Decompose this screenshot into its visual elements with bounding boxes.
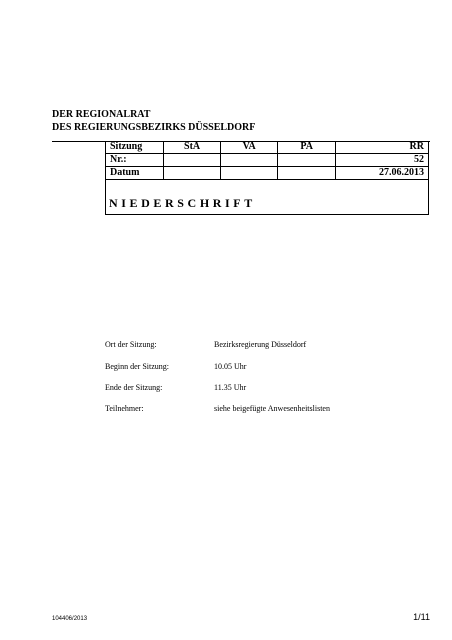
detail-label: Beginn der Sitzung: xyxy=(105,362,169,371)
table-cell: Nr.: xyxy=(106,154,164,167)
table-cell: Sitzung xyxy=(106,141,164,154)
table-row xyxy=(106,154,428,167)
document-id: 104406/2013 xyxy=(52,616,88,622)
table-row xyxy=(106,141,428,154)
header-line-2: DES REGIERUNGSBEZIRKS DÜSSELDORF xyxy=(52,122,256,133)
table-cell: 52 xyxy=(335,154,428,167)
table-cell: VA xyxy=(220,141,278,154)
header-line-1: DER REGIONALRAT xyxy=(52,109,151,120)
detail-value: siehe beigefügte Anwesenheitslisten xyxy=(214,404,330,413)
page-number: 1/11 xyxy=(413,612,430,622)
table-cell xyxy=(278,167,336,180)
table-row xyxy=(106,167,428,180)
table-cell: 27.06.2013 xyxy=(335,167,428,180)
table-cell xyxy=(164,154,221,167)
detail-value: 10.05 Uhr xyxy=(214,362,247,371)
detail-value: Bezirksregierung Düsseldorf xyxy=(214,340,307,349)
detail-label: Ort der Sitzung: xyxy=(105,340,157,349)
session-table xyxy=(106,141,428,180)
table-cell: PA xyxy=(278,141,336,154)
table-cell xyxy=(164,167,221,180)
detail-label: Teilnehmer: xyxy=(105,404,144,413)
table-cell xyxy=(220,154,278,167)
table-cell xyxy=(220,167,278,180)
table-cell: Datum xyxy=(106,167,164,180)
document-title: NIEDERSCHRIFT xyxy=(109,196,256,210)
session-box xyxy=(105,141,429,215)
table-cell: StA xyxy=(164,141,221,154)
table-cell xyxy=(278,154,336,167)
detail-label: Ende der Sitzung: xyxy=(105,383,163,392)
detail-value: 11.35 Uhr xyxy=(214,383,247,392)
table-cell: RR xyxy=(335,141,428,154)
organization-header xyxy=(52,108,255,134)
